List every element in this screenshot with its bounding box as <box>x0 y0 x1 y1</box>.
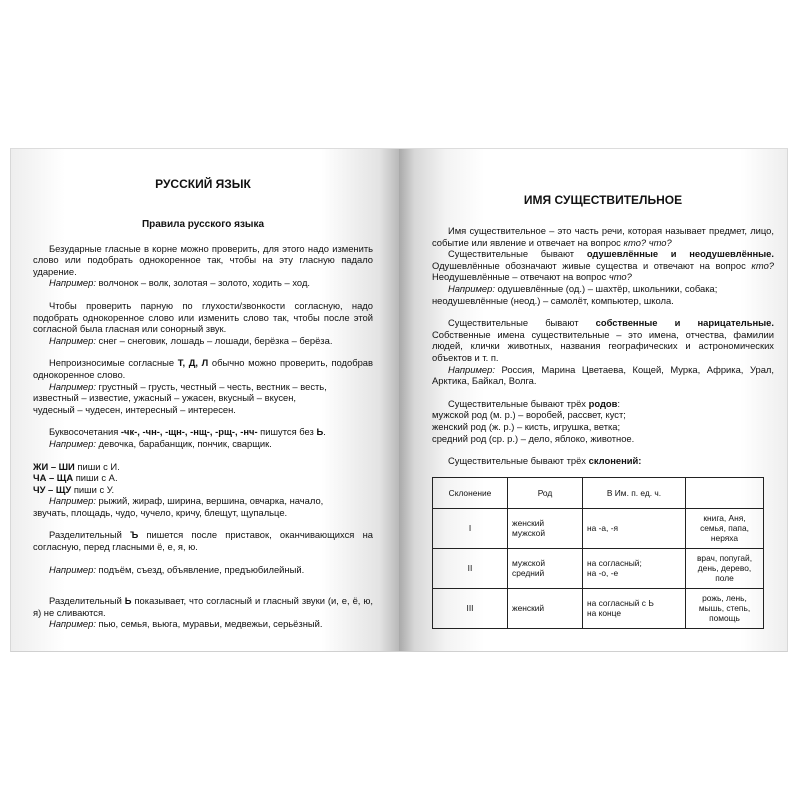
example-text: одушевлённые (од.) – шахтёр, школьники, собака; <box>497 282 718 294</box>
table-row <box>433 548 764 588</box>
example-text: девочка, барабанщик, пончик, сварщик. <box>98 437 272 449</box>
table-cell-ending: на -а, -я <box>583 508 686 548</box>
text-fragment: Существительные бывают <box>448 317 579 329</box>
table-row <box>433 508 764 548</box>
gender-line: средний род (ср. р.) – дело, яблоко, животное. <box>432 432 635 444</box>
table-header-cell <box>686 477 764 508</box>
example-label: Например: <box>49 380 96 392</box>
text-fragment: пишется после приставок, оканчивающихся на согласную, перед гласными ё, е, я, ю. <box>33 529 373 553</box>
rule-bold: ЧА – ЩА <box>33 472 74 484</box>
example-unstressed-vowels <box>33 277 373 289</box>
table-cell-gender: женский мужской <box>508 508 583 548</box>
table-cell-examples: книга, Аня, семья, папа, неряха <box>686 508 764 548</box>
rule-bold: ЖИ – ШИ <box>33 460 75 472</box>
bold-letters: Т, Д, Л <box>177 357 209 369</box>
paragraph-declensions <box>432 455 774 467</box>
text-fragment: Разделительный <box>49 595 122 607</box>
table-header-cell: Склонение <box>433 477 508 508</box>
paragraph-soft-sign <box>33 595 373 618</box>
text-fragment: Собственные имена существительные – это имена, отчества, фамилии людей, клички животных, названия географических и астрономических объектов и т. п. <box>432 328 774 363</box>
paragraph-proper-common <box>432 317 774 363</box>
text-fragment: пишутся без <box>260 426 314 438</box>
left-page-title: РУССКИЙ ЯЗЫК <box>155 177 251 191</box>
example-text: снег – снеговик, лошадь – лошади, берёзка – берёза. <box>98 334 333 346</box>
example-text: рыжий, жираф, ширина, вершина, овчарка, начало, <box>98 495 324 507</box>
right-page-content <box>432 193 774 629</box>
example-text: подъём, съезд, объявление, предъюбилейный. <box>98 563 305 575</box>
rule-bold: ЧУ – ЩУ <box>33 483 72 495</box>
example-text: Россия, Марина Цветаева, Кощей, Мурка, Африка, Урал, Арктика, Байкал, Волга. <box>432 363 774 387</box>
bold-combinations: -чк-, -чн-, -щн-, -нщ-, -рщ-, -нч- <box>120 426 258 438</box>
paragraph-paired-consonants: Чтобы проверить парную по глухости/звонкости согласную, надо подобрать однокоренное слово или изменить слово так, чтобы после этой согласной была гласная или сонорный звук. <box>33 299 373 335</box>
example-label: Например: <box>448 282 495 294</box>
example-label: Например: <box>49 563 96 575</box>
example-hard-sign <box>33 564 373 576</box>
example-hissing <box>33 495 373 507</box>
text-fragment: Буквосочетания <box>49 426 119 438</box>
example-label: Например: <box>448 363 495 375</box>
gender-line: мужской род (м. р.) – воробей, рассвет, куст; <box>432 409 626 421</box>
text-fragment: Одушевлённые обозначают живые существа и отвечают на вопрос <box>432 259 746 271</box>
table-cell-examples: врач, попугай, день, дерево, поле <box>686 548 764 588</box>
bold-term: склонений: <box>588 455 642 467</box>
book-spread <box>10 148 788 652</box>
example-line: неодушевлённые (неод.) – самолёт, компьютер, школа. <box>432 294 674 306</box>
example-text: волчонок – волк, золотая – золото, ходить – ход. <box>98 277 311 289</box>
table-cell-examples: рожь, лень, мышь, степь, помощь <box>686 588 764 628</box>
example-animate <box>432 283 774 295</box>
rule-line <box>33 472 373 484</box>
table-cell-declension: I <box>433 508 508 548</box>
text-fragment: Существительные бывают <box>448 248 575 260</box>
paragraph-silent-consonants <box>33 357 373 380</box>
declension-table <box>432 477 764 629</box>
rules-subtitle: Правила русского языка <box>141 219 265 230</box>
bold-term: родов <box>588 397 618 409</box>
example-label: Например: <box>49 495 96 507</box>
bold-hard-sign: Ъ <box>130 529 139 541</box>
example-proper <box>432 364 774 387</box>
rule-text: пиши с И. <box>77 460 120 472</box>
right-page <box>399 148 788 652</box>
text-fragment: Имя существительное – это часть речи, которая называет предмет, лицо, событие или явление и отвечает на вопрос <box>432 225 774 248</box>
text-fragment: Непроизносимые согласные <box>49 357 175 369</box>
example-letter-combinations <box>33 438 373 450</box>
rule-line <box>33 484 373 496</box>
example-label: Например: <box>49 437 96 449</box>
bold-term: собственные и нарицательные. <box>595 317 774 329</box>
rule-text: пиши с У. <box>73 483 115 495</box>
example-text: пью, семья, вьюга, муравьи, медвежьи, серьёзный. <box>98 618 323 630</box>
example-label: Например: <box>49 334 96 346</box>
left-page <box>10 148 399 652</box>
example-label: Например: <box>49 618 96 630</box>
question-words: кто? <box>751 259 774 271</box>
example-text: грустный – грусть, честный – честь, вестник – весть, <box>98 380 327 392</box>
right-page-title: ИМЯ СУЩЕСТВИТЕЛЬНОЕ <box>523 193 683 207</box>
example-label: Например: <box>49 277 96 289</box>
example-paired-consonants <box>33 335 373 347</box>
example-line: известный – известие, ужасный – ужасен, вкусный – вкусен, <box>33 392 297 404</box>
table-header-cell: В Им. п. ед. ч. <box>583 477 686 508</box>
paragraph-unstressed-vowels: Безударные гласные в корне можно проверить, для этого надо изменить слово или подобрать однокоренное так, чтобы на эту гласную падало ударение. <box>33 242 373 277</box>
gender-line: женский род (ж. р.) – кисть, игрушка, ветка; <box>432 420 621 432</box>
table-cell-gender: мужской средний <box>508 548 583 588</box>
text-fragment: Существительные бывают трёх <box>448 455 586 467</box>
example-line: звучать, площадь, чудо, чучело, кричу, блещут, щупальце. <box>33 506 288 518</box>
paragraph-hard-sign <box>33 529 373 552</box>
paragraph-letter-combinations: Буквосочетания -чк-, -чн-, -щн-, -нщ-, -рщ-, -нч- пишутся без Ь. <box>49 426 326 438</box>
bold-term: одушевлённые и неодушевлённые. <box>586 248 775 260</box>
question-words: что? <box>608 271 632 283</box>
table-cell-ending: на согласный с Ь на конце <box>583 588 686 628</box>
table-cell-declension: III <box>433 588 508 628</box>
paragraph-noun-definition <box>432 225 774 248</box>
table-cell-gender: женский <box>508 588 583 628</box>
rule-text: пиши с А. <box>75 472 118 484</box>
text-fragment: Разделительный <box>49 529 122 541</box>
bold-soft-sign: Ь <box>316 426 324 438</box>
example-soft-sign <box>33 618 373 630</box>
example-line: чудесный – чудесен, интересный – интересен. <box>33 403 236 415</box>
paragraph-genders: Существительные бывают трёх родов: <box>448 397 620 409</box>
text-fragment: обычно можно проверить, подобрав однокоренное слово. <box>33 357 373 380</box>
text-fragment: Существительные бывают трёх <box>448 397 586 409</box>
text-fragment: Неодушевлённые – отвечают на вопрос <box>432 271 607 283</box>
table-cell-declension: II <box>433 548 508 588</box>
paragraph-animate <box>432 248 774 283</box>
table-header-cell: Род <box>508 477 583 508</box>
table-row <box>433 588 764 628</box>
question-words: кто? что? <box>623 236 672 248</box>
example-silent-consonants <box>33 381 373 393</box>
left-page-content <box>33 171 373 630</box>
table-header-row <box>433 477 764 508</box>
bold-soft-sign: Ь <box>124 595 132 607</box>
table-cell-ending: на согласный; на -о, -е <box>583 548 686 588</box>
text-fragment: показывает, что согласный и гласный звуки (и, е, ё, ю, я) не сливаются. <box>33 595 373 618</box>
rule-line <box>33 461 373 473</box>
